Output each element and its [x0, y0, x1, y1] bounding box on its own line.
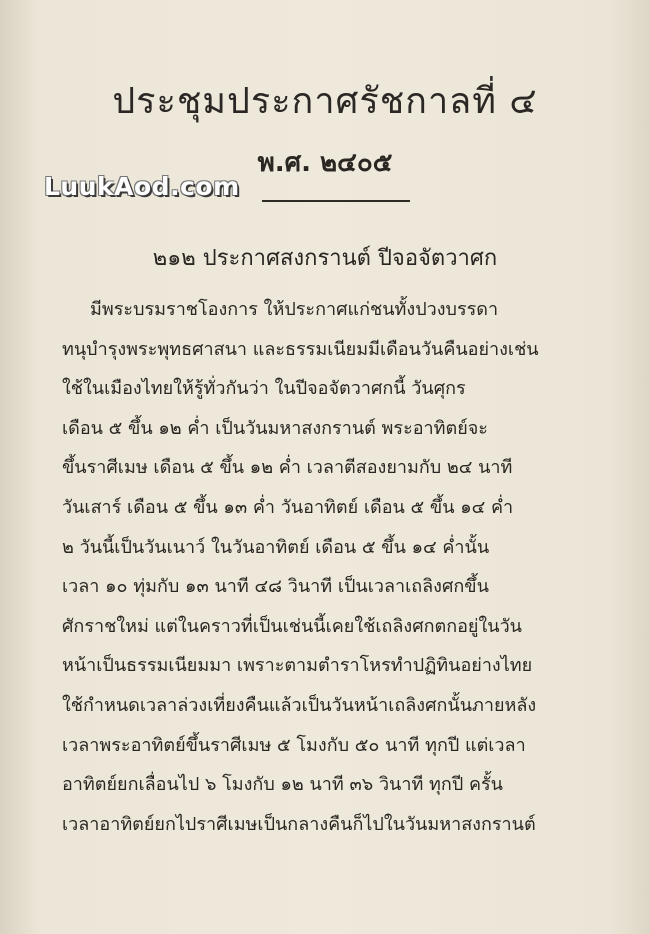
- text-line: ๒ วันนี้เป็นวันเนาว์ ในวันอาทิตย์ เดือน ๕ ขึ้น ๑๔ ค่ำนั้น: [62, 536, 490, 558]
- text-line: ใช้ในเมืองไทยให้รู้ทั่วกันว่า ในปีจอจัตวาศกนี้ วันศุกร: [62, 378, 466, 400]
- page-title: ประชุมประกาศรัชกาลที่ ๔: [112, 81, 538, 122]
- heading-underline: [262, 200, 410, 202]
- text-line: เวลาอาทิตย์ยกไปราศีเมษเป็นกลางคืนก็ไปในวันมหาสงกรานต์: [62, 813, 536, 835]
- text-line: หน้าเป็นธรรมเนียมมา เพราะตามตำราโหรทำปฏิทินอย่างไทย: [62, 655, 533, 677]
- text-line: อาทิตย์ยกเลื่อนไป ๖ โมงกับ ๑๒ นาที ๓๖ วินาที ทุกปี ครั้น: [62, 774, 503, 796]
- watermark: LuukAod.com: [44, 172, 240, 201]
- section-heading: ๒๑๒ ประกาศสงกรานต์ ปีจอจัตวาศก: [152, 246, 498, 271]
- year-heading: พ.ศ. ๒๔๐๕: [257, 148, 393, 178]
- text-line: เดือน ๕ ขึ้น ๑๒ ค่ำ เป็นวันมหาสงกรานต์ พระอาทิตย์จะ: [62, 417, 488, 439]
- text-line: เวลา ๑๐ ทุ่มกับ ๑๓ นาที ๔๘ วินาที เป็นเวลาเถลิงศกขึ้น: [62, 576, 489, 598]
- text-line: ใช้กำหนดเวลาล่วงเที่ยงคืนแล้วเป็นวันหน้าเถลิงศกนั้นภายหลัง: [62, 694, 537, 716]
- text-line: ทนุบำรุงพระพุทธศาสนา และธรรมเนียมมีเดือนวันคืนอย่างเช่น: [62, 338, 539, 360]
- text-line: เวลาพระอาทิตย์ขึ้นราศีเมษ ๕ โมงกับ ๕๐ นาที ทุกปี แต่เวลา: [62, 734, 526, 756]
- body-text: [62, 290, 608, 844]
- text-line: ขึ้นราศีเมษ เดือน ๕ ขึ้น ๑๒ ค่ำ เวลาตีสองยามกับ ๒๔ นาที: [62, 457, 513, 479]
- text-line: ศักราชใหม่ แต่ในคราวที่เป็นเช่นนี้เคยใช้เถลิงศกตกอยู่ในวัน: [62, 615, 522, 637]
- text-line: วันเสาร์ เดือน ๕ ขึ้น ๑๓ ค่ำ วันอาทิตย์ เดือน ๕ ขึ้น ๑๔ ค่ำ: [62, 496, 514, 518]
- text-line: มีพระบรมราชโองการ ให้ประกาศแก่ชนทั้งปวงบรรดา: [90, 299, 499, 320]
